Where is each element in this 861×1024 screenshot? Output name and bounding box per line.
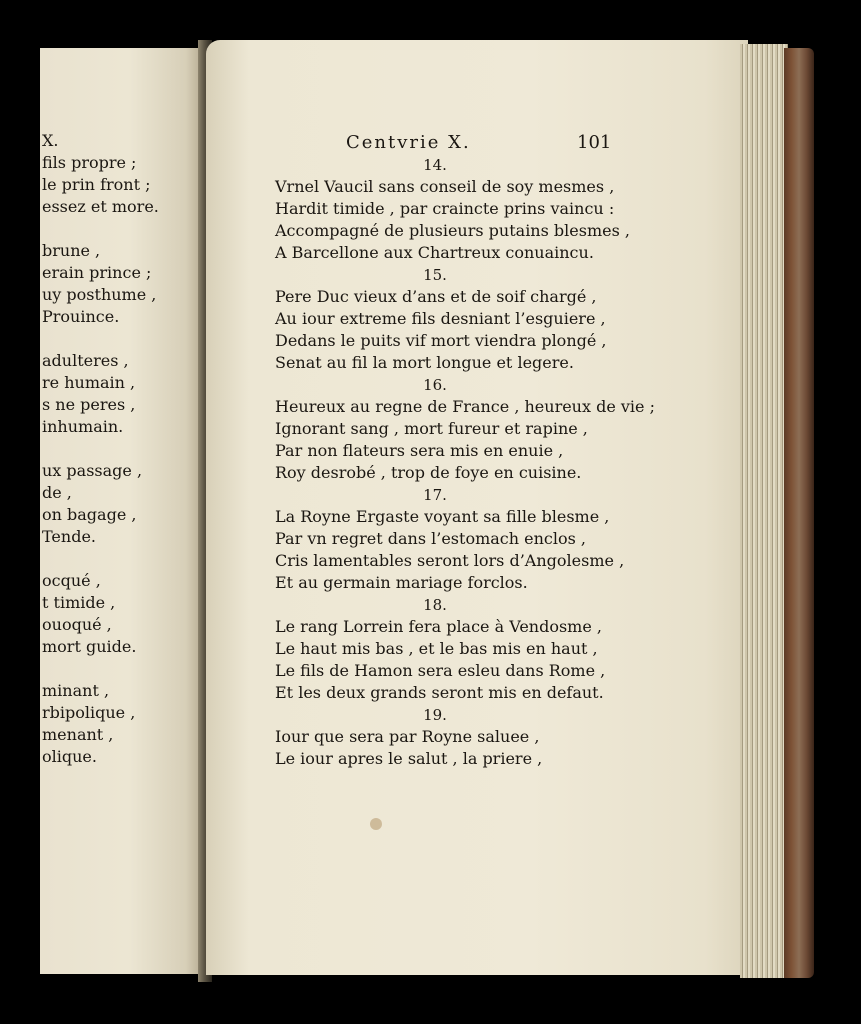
book-cover-spine [784, 48, 814, 978]
verse-line: Iour que sera par Royne saluee , [275, 727, 540, 746]
verse-line: Le rang Lorrein fera place à Vendosme , [275, 617, 602, 636]
verse-line: Vrnel Vaucil sans conseil de soy mesmes , [275, 177, 615, 196]
left-page-line: erain prince ; [42, 263, 152, 282]
left-page-line: Tende. [42, 527, 96, 546]
verse-line: Ignorant sang , mort fureur et rapine , [275, 419, 588, 438]
page-edges [740, 44, 788, 978]
stanza-gap [42, 438, 202, 460]
verse-line: Pere Duc vieux d’ans et de soif chargé , [275, 287, 597, 306]
verse-line: A Barcellone aux Chartreux conuaincu. [275, 243, 594, 262]
verse-line: Roy desrobé , trop de foye en cuisine. [275, 463, 582, 482]
left-page-line: uy posthume , [42, 285, 157, 304]
left-page-line: essez et more. [42, 197, 159, 216]
stanza-gap [42, 328, 202, 350]
left-page-line: brune , [42, 241, 101, 260]
verse-line: Et au germain mariage forclos. [275, 573, 528, 592]
left-page-text [42, 130, 202, 768]
left-page-line: rbipolique , [42, 703, 136, 722]
left-page-line: X. [42, 131, 59, 150]
quatrain-number: 16. [423, 376, 447, 394]
left-page-line: de , [42, 483, 72, 502]
left-page-line: fils propre ; [42, 153, 137, 172]
left-page-line: on bagage , [42, 505, 137, 524]
left-page-line: mort guide. [42, 637, 137, 656]
verse-line: Heureux au regne de France , heureux de vie ; [275, 397, 655, 416]
verse-line: Le fils de Hamon sera esleu dans Rome , [275, 661, 606, 680]
left-page-line: adulteres , [42, 351, 129, 370]
verse-line: Le iour apres le salut , la priere , [275, 749, 543, 768]
left-page [40, 48, 202, 974]
quatrain-number: 19. [423, 706, 447, 724]
verse-line: Cris lamentables seront lors d’Angolesme , [275, 551, 625, 570]
open-book [40, 40, 815, 982]
verse-line: Le haut mis bas , et le bas mis en haut , [275, 639, 598, 658]
left-page-line: ouoqué , [42, 615, 112, 634]
left-page-line: le prin front ; [42, 175, 151, 194]
page-number: 101 [577, 132, 612, 153]
paper-stain [370, 818, 382, 830]
left-page-line: inhumain. [42, 417, 124, 436]
quatrain-number: 14. [423, 156, 447, 174]
stanza-gap [42, 658, 202, 680]
left-page-line: re humain , [42, 373, 136, 392]
verse-line: Senat au fil la mort longue et legere. [275, 353, 574, 372]
stanza-gap [42, 548, 202, 570]
quatrain-number: 15. [423, 266, 447, 284]
verse-line: Par non flateurs sera mis en enuie , [275, 441, 564, 460]
verse-text [275, 154, 655, 770]
quatrain-number: 17. [423, 486, 447, 504]
left-page-line: olique. [42, 747, 97, 766]
verse-line: Hardit timide , par craincte prins vaincu : [275, 199, 615, 218]
verse-line: Par vn regret dans l’estomach enclos , [275, 529, 586, 548]
left-page-line: s ne peres , [42, 395, 136, 414]
quatrain-number: 18. [423, 596, 447, 614]
left-page-line: ux passage , [42, 461, 143, 480]
verse-line: Et les deux grands seront mis en defaut. [275, 683, 604, 702]
left-page-line: Prouince. [42, 307, 120, 326]
left-page-line: ocqué , [42, 571, 101, 590]
verse-line: Accompagné de plusieurs putains blesmes , [275, 221, 630, 240]
left-page-line: menant , [42, 725, 114, 744]
left-page-line: t timide , [42, 593, 116, 612]
left-page-line: minant , [42, 681, 110, 700]
verse-line: Au iour extreme fils desniant l’esguiere , [275, 309, 606, 328]
stanza-gap [42, 218, 202, 240]
running-head: Centvrie X. [346, 132, 471, 153]
verse-line: La Royne Ergaste voyant sa fille blesme , [275, 507, 610, 526]
verse-line: Dedans le puits vif mort viendra plongé , [275, 331, 607, 350]
